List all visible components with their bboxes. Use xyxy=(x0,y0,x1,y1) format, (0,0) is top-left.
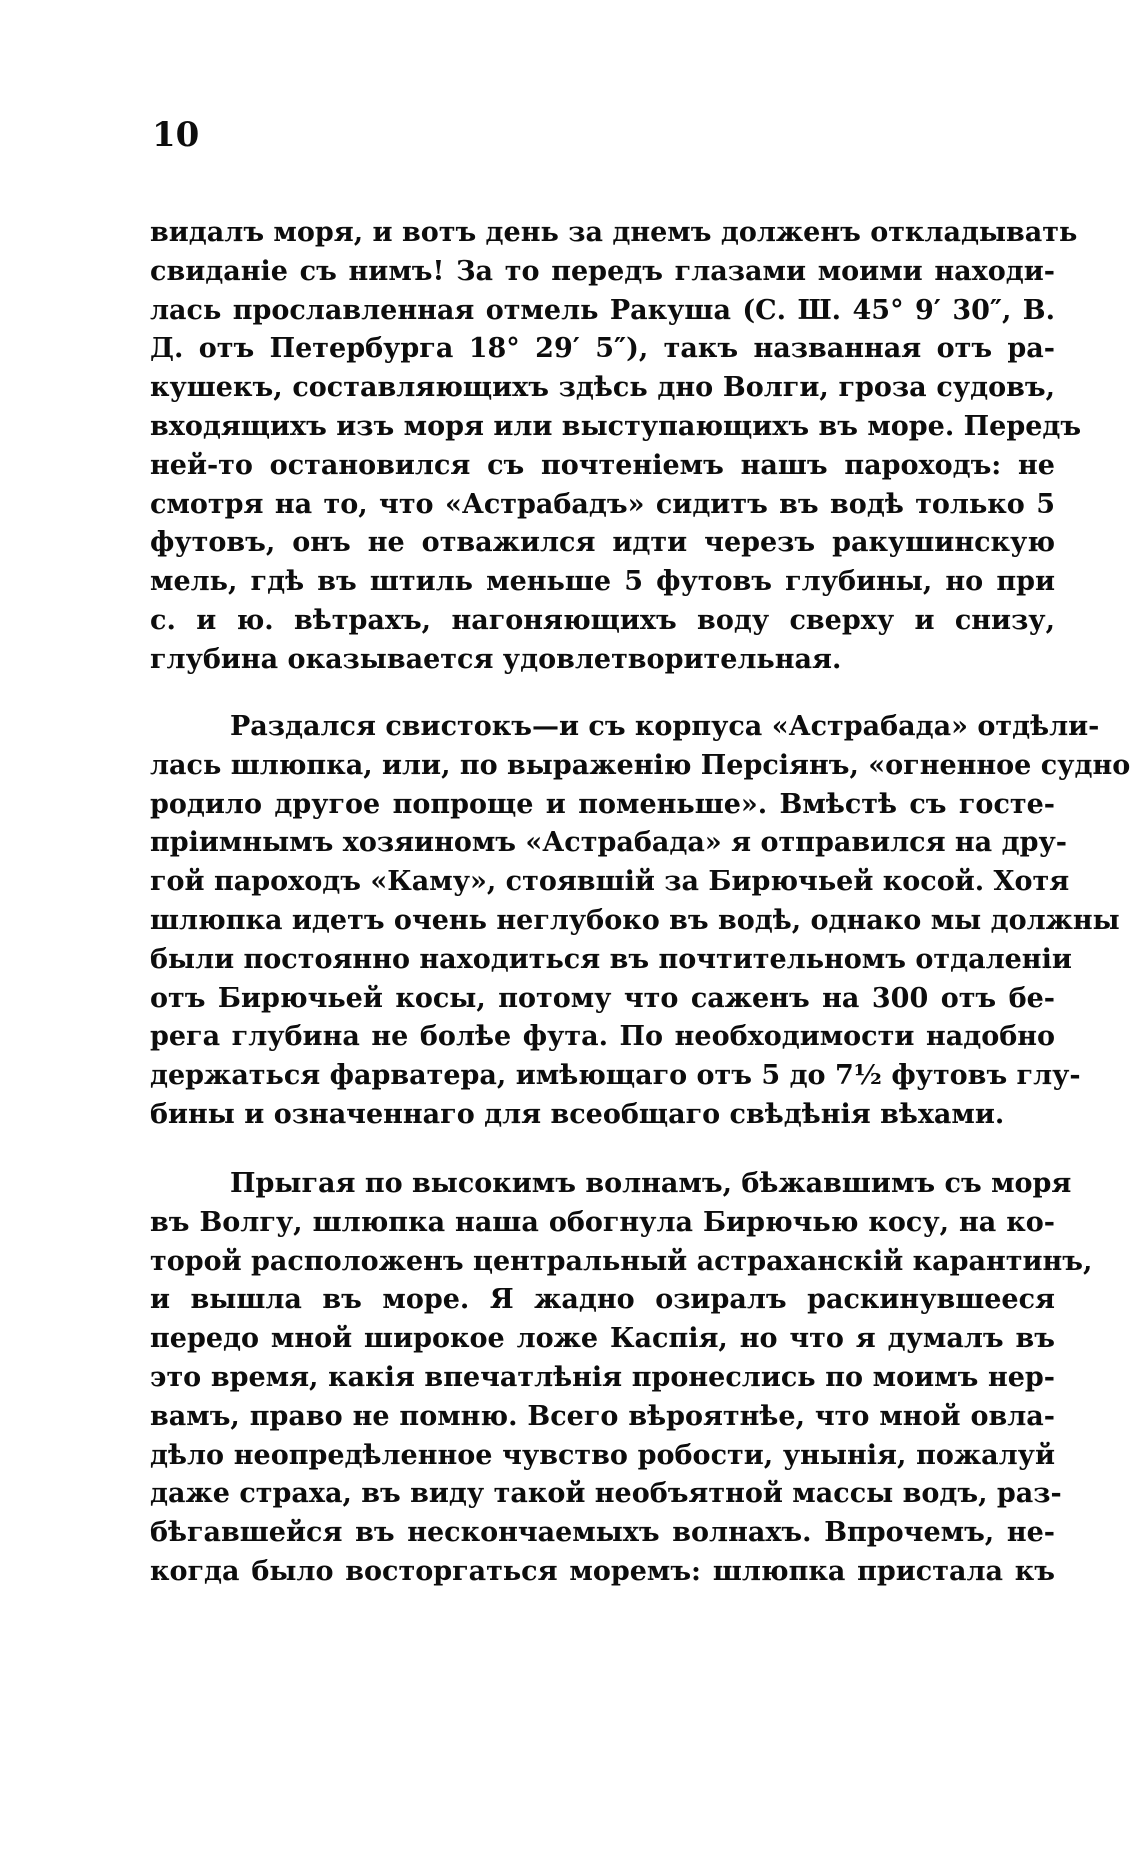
text-line: отъ Бирючьей косы, потому что саженъ на 300 отъ бе- xyxy=(150,982,1055,1014)
text-line: торой расположенъ центральный астраханскій карантинъ, xyxy=(150,1245,1093,1277)
page-number: 10 xyxy=(152,115,200,155)
text-line: свиданіе съ нимъ! За то передъ глазами моими находи- xyxy=(150,255,1055,287)
text-line: даже страха, въ виду такой необъятной массы водъ, раз- xyxy=(150,1478,1062,1510)
text-line: Раздался свистокъ—и съ корпуса «Астрабада» отдѣли- xyxy=(230,711,1100,742)
text-line: бины и означеннаго для всеобщаго свѣдѣнія вѣхами. xyxy=(150,1098,1005,1130)
text-line: глубина оказывается удовлетворительная. xyxy=(150,643,842,675)
text-line: бѣгавшейся въ нескончаемыхъ волнахъ. Впрочемъ, не- xyxy=(150,1517,1055,1549)
text-line: держаться фарватера, имѣющаго отъ 5 до 7½ футовъ глу- xyxy=(150,1060,1081,1092)
text-line: мель, гдѣ въ штиль меньше 5 футовъ глубины, но при xyxy=(150,566,1055,598)
text-line: были постоянно находиться въ почтительномъ отдаленіи xyxy=(150,943,1072,975)
text-line: это время, какія впечатлѣнія пронеслись по моимъ нер- xyxy=(150,1361,1055,1393)
text-line: когда было восторгаться моремъ: шлюпка пристала къ xyxy=(150,1555,1055,1587)
paragraph-3 xyxy=(150,1165,1093,1592)
text-line: входящихъ изъ моря или выступающихъ въ море. Передъ xyxy=(150,410,1082,442)
text-line: Д. отъ Петербурга 18° 29′ 5″), такъ названная отъ ра- xyxy=(150,333,1055,365)
text-line: футовъ, онъ не отважился идти черезъ ракушинскую xyxy=(150,527,1055,559)
text-line: видалъ моря, и вотъ день за днемъ долженъ откладывать xyxy=(150,217,1078,248)
text-line: лась шлюпка, или, по выраженію Персіянъ, «огненное судно xyxy=(150,749,1131,781)
paragraph-1 xyxy=(150,214,1082,680)
text-line: ней-то остановился съ почтеніемъ нашъ пароходъ: не xyxy=(150,449,1055,481)
text-line: гой пароходъ «Каму», стоявшій за Бирючьей косой. Хотя xyxy=(150,866,1070,898)
text-line: въ Волгу, шлюпка наша обогнула Бирючью косу, на ко- xyxy=(150,1206,1055,1238)
text-line: смотря на то, что «Астрабадъ» сидитъ въ водѣ только 5 xyxy=(150,488,1055,520)
text-line: и вышла въ море. Я жадно озиралъ раскинувшееся xyxy=(150,1284,1055,1316)
text-line: с. и ю. вѣтрахъ, нагоняющихъ воду сверху и снизу, xyxy=(150,604,1055,636)
text-line: передо мной широкое ложе Каспія, но что я думалъ въ xyxy=(150,1323,1055,1355)
text-line: вамъ, право не помню. Всего вѣроятнѣе, что мной овла- xyxy=(150,1400,1055,1432)
text-line: лась прославленная отмель Ракуша (С. Ш. 45° 9′ 30″, В. xyxy=(150,294,1055,326)
text-line: кушекъ, составляющихъ здѣсь дно Волги, гроза судовъ, xyxy=(150,372,1055,404)
text-line: пріимнымъ хозяиномъ «Астрабада» я отправился на дру- xyxy=(150,827,1067,859)
paragraph-2 xyxy=(150,708,1131,1135)
text-line: родило другое попроще и поменьше». Вмѣстѣ съ госте- xyxy=(150,788,1055,820)
text-line: Прыгая по высокимъ волнамъ, бѣжавшимъ съ моря xyxy=(230,1168,1072,1199)
text-line: дѣло неопредѣленное чувство робости, унынія, пожалуй xyxy=(150,1439,1055,1471)
text-line: рега глубина не болѣе фута. По необходимости надобно xyxy=(150,1021,1055,1053)
text-line: шлюпка идетъ очень неглубоко въ водѣ, однако мы должны xyxy=(150,904,1120,936)
